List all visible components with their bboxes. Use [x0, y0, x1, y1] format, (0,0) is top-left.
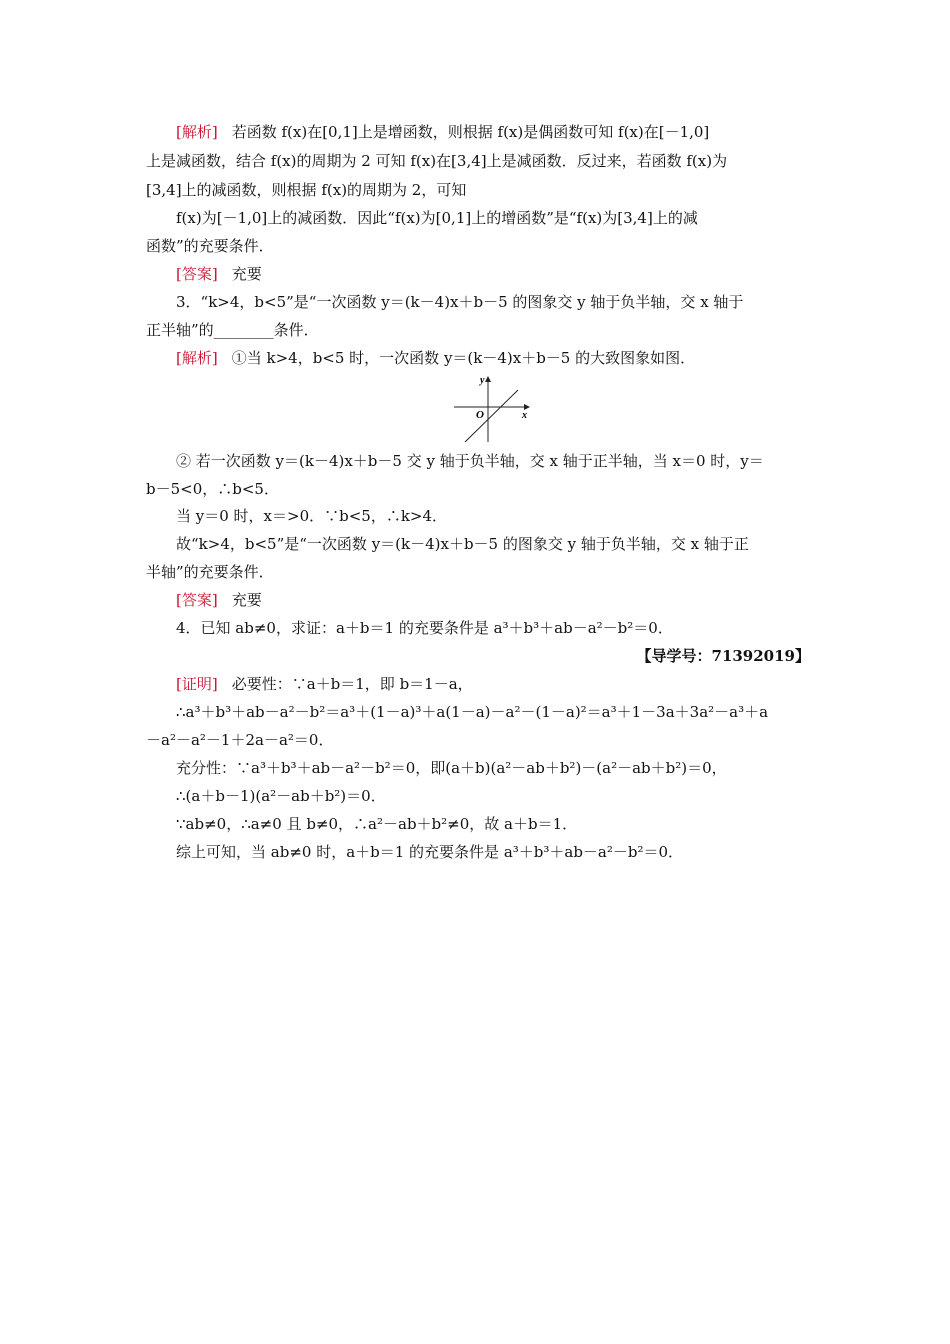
- x-axis-label: x: [522, 410, 527, 421]
- analysis-tag: [解析]: [176, 123, 218, 141]
- text-line: ∴a³＋b³＋ab－a²－b²＝a³＋(1－a)³＋a(1－a)－a²－(1－a)²＝a³＋1－3a＋3a²－a³＋a: [176, 703, 769, 721]
- text-line: 充分性：∵a³＋b³＋ab－a²－b²＝0，即(a＋b)(a²－ab＋b²)－(a²－ab＋b²)＝0，: [176, 759, 727, 777]
- text-line: 半轴”的充要条件．: [146, 563, 274, 581]
- y-axis-label: y: [480, 375, 485, 386]
- answer-line: [答案] 充要: [176, 591, 262, 609]
- answer-line: [答案] 充要: [176, 265, 262, 283]
- text-line: ∴(a＋b－1)(a²－ab＋b²)＝0．: [176, 787, 386, 805]
- text-line: b－5<0，∴b<5．: [146, 480, 279, 498]
- origin-label: O: [476, 409, 484, 421]
- text-line: 当 y＝0 时，x＝>0．∵b<5，∴k>4．: [176, 507, 448, 525]
- text-line: f(x)为[－1,0]上的减函数．因此“f(x)为[0,1]上的增函数”是“f(x)为[3,4]上的减: [176, 209, 698, 227]
- analysis-tag: [解析]: [176, 349, 218, 367]
- text-line: 故“k>4，b<5”是“一次函数 y＝(k－4)x＋b－5 的图象交 y 轴于负半轴，交 x 轴于正: [176, 535, 749, 553]
- analysis-line: [解析] ①当 k>4，b<5 时，一次函数 y＝(k－4)x＋b－5 的大致图象如图．: [176, 349, 696, 367]
- text-line: [3,4]上的减函数，则根据 f(x)的周期为 2，可知: [146, 181, 467, 199]
- question-4: 4．已知 ab≠0，求证：a＋b＝1 的充要条件是 a³＋b³＋ab－a²－b²＝0．: [176, 619, 673, 637]
- text-line: 上是减函数，结合 f(x)的周期为 2 可知 f(x)在[3,4]上是减函数．反过来，若函数 f(x)为: [146, 152, 728, 170]
- text-line: 综上可知，当 ab≠0 时，a＋b＝1 的充要条件是 a³＋b³＋ab－a²－b²＝0．: [176, 843, 684, 861]
- answer-tag: [答案]: [176, 265, 218, 283]
- y-axis-arrow: [485, 376, 491, 382]
- question-3: 3．“k>4，b<5”是“一次函数 y＝(k－4)x＋b－5 的图象交 y 轴于负半轴，交 x 轴于: [176, 293, 744, 311]
- analysis-line: [解析] 若函数 f(x)在[0,1]上是增函数，则根据 f(x)是偶函数可知 f(x)在[－1,0]: [176, 123, 710, 141]
- text-line: 函数”的充要条件．: [146, 237, 274, 255]
- function-line: [465, 390, 518, 442]
- text-line: 正半轴”的________条件．: [146, 321, 319, 339]
- text-line: ∵ab≠0，∴a≠0 且 b≠0，∴a²－ab＋b²≠0，故 a＋b＝1．: [176, 815, 578, 833]
- guide-number: 【导学号：71392019】: [636, 647, 810, 665]
- proof-line: [证明] 必要性：∵a＋b＝1，即 b＝1－a，: [176, 675, 473, 693]
- proof-tag: [证明]: [176, 675, 218, 693]
- linear-function-graph: [450, 372, 532, 444]
- text-line: ② 若一次函数 y＝(k－4)x＋b－5 交 y 轴于负半轴，交 x 轴于正半轴，当 x＝0 时，y＝: [176, 452, 764, 470]
- text-line: －a²－a²－1＋2a－a²＝0．: [146, 731, 334, 749]
- answer-tag: [答案]: [176, 591, 218, 609]
